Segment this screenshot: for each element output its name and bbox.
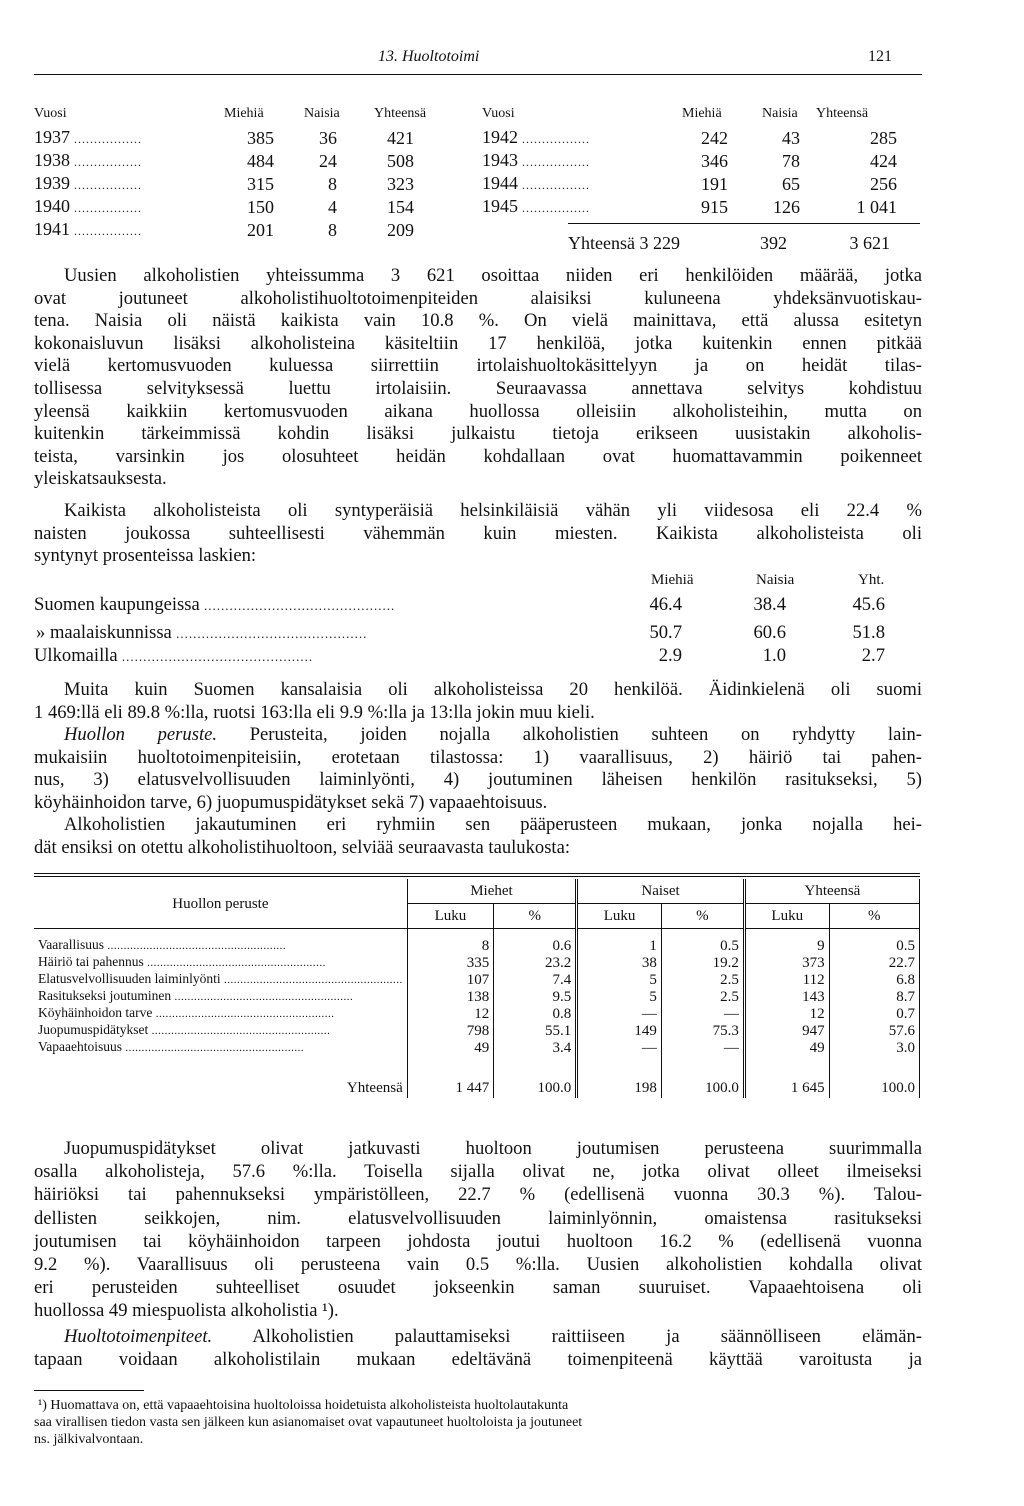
table-cell: 75.3 <box>661 1022 744 1039</box>
table-cell: 9.5 <box>494 988 577 1005</box>
origin-value: 38.4 <box>753 594 786 615</box>
year-cell: 1944 ................. <box>482 173 590 193</box>
table-cell: 1 <box>577 929 662 955</box>
group-header-women: Naiset <box>577 879 745 904</box>
leader-dots: ....................................................... <box>155 1008 335 1020</box>
table-cell: 9 <box>744 929 829 955</box>
para4-text: Perusteita, joiden nojalla alkoholistien suhteen on ryhdytty lain- <box>217 724 922 745</box>
leader-dots: ................. <box>518 201 590 215</box>
leader-dots: ....................................................... <box>174 991 354 1003</box>
text-line: Muita kuin Suomen kansalaisia oli alkoholisteissa 20 henkilöä. Äidinkielenä oli suomi <box>64 679 922 700</box>
table-cell: 0.5 <box>661 929 744 955</box>
years-total-women: 392 <box>760 233 787 253</box>
years-header-row <box>34 103 474 124</box>
text-line: teista, varsinkin jos olosuhteet heidän kohdallaan ovat huomattavammin poikenneet <box>34 445 922 467</box>
value-cell: 315 <box>247 174 274 194</box>
value-cell: 242 <box>701 128 728 148</box>
origin-value: 2.7 <box>861 645 885 666</box>
leader-dots: ....................................................... <box>147 957 326 969</box>
table-cell: 49 <box>744 1039 829 1056</box>
table-cell: 3.0 <box>829 1039 919 1056</box>
leader-dots: ................. <box>70 201 142 215</box>
page-number: 121 <box>868 48 892 65</box>
col-header: Vuosi <box>34 106 67 121</box>
col-header: Yhteensä <box>816 106 869 121</box>
value-cell: 201 <box>247 220 274 240</box>
table-cell: 0.6 <box>494 929 577 955</box>
total-row <box>34 1078 920 1098</box>
origin-value: 50.7 <box>649 622 682 643</box>
para7-line: tapaan voidaan alkoholistilain mukaan edeltävänä toimenpiteenä käyttää varoitusta ja <box>34 1349 922 1370</box>
origin-col-header-women: Naisia <box>756 572 795 588</box>
paragraph-3 <box>34 679 922 724</box>
value-cell: 209 <box>387 220 414 240</box>
table-cell: 12 <box>744 1005 829 1022</box>
text-line: Alkoholistien jakautuminen eri ryhmiin sen pääperusteen mukaan, jonka nojalla hei- <box>64 814 922 835</box>
leader-dots: ....................................................... <box>151 1025 331 1037</box>
sub-header: % <box>661 904 744 929</box>
table-row <box>34 988 920 1005</box>
value-cell: 4 <box>328 197 337 217</box>
table-cell: 143 <box>744 988 829 1005</box>
sub-header: % <box>494 904 577 929</box>
value-cell: 323 <box>387 174 414 194</box>
text-line: kuitenkin tärkeimmissä kohdin lisäksi julkaistu tietoja erikseen uusistakin alkoholis- <box>34 423 922 445</box>
text-line: 1 469:llä eli 89.8 %:lla, ruotsi 163:lla eli 9.9 %:lla ja 13:lla jokin muu kieli. <box>34 701 595 723</box>
years-table-left <box>34 103 474 124</box>
origin-label: Ulkomailla <box>34 645 118 666</box>
year-row <box>34 219 414 242</box>
row-label: Vaarallisuus ....................................................... <box>34 929 407 955</box>
year-cell: 1941 ................. <box>34 219 142 239</box>
text-line: vielä kertomusvuoden kuluessa siirrettiin irtolaishuoltokäsittelyyn ja on heidät tilas- <box>34 355 922 377</box>
leader-dots: ............................................. <box>199 598 396 613</box>
value-cell: 385 <box>247 128 274 148</box>
origin-col-header-total: Yht. <box>858 572 885 588</box>
col-header: Miehiä <box>682 106 722 121</box>
table-cell: 8 <box>407 929 493 955</box>
origin-row <box>34 622 914 644</box>
leader-dots: ....................................................... <box>223 974 403 986</box>
text-line: naisten joukossa suhteellisesti vähemmän kuin miesten. Kaikista alkoholisteista oli <box>34 522 922 544</box>
origin-label: » maalaiskunnissa <box>36 622 172 643</box>
group-header-men: Miehet <box>407 879 576 904</box>
table-top-rule-2 <box>34 876 920 877</box>
value-cell: 256 <box>870 174 897 194</box>
years-total-rule <box>568 223 920 224</box>
text-line: ovat joutuneet alkoholistihuoltotoimenpiteiden alaisiksi kuluneena yhdeksänvuotiskau- <box>34 287 922 309</box>
paragraph-4 <box>34 724 922 814</box>
leader-dots: ............................................. <box>117 649 314 664</box>
table-cell: 5 <box>577 988 662 1005</box>
table-top-rule <box>34 873 920 874</box>
leader-dots: ................. <box>518 178 590 192</box>
row-label: Elatusvelvollisuuden laiminlyönti ....................................................... <box>34 971 407 988</box>
year-row <box>482 173 897 196</box>
year-cell: 1942 ................. <box>482 127 590 147</box>
total-cell: 100.0 <box>829 1078 919 1098</box>
origin-row <box>34 645 914 667</box>
text-line: yleiskatsauksesta. <box>34 468 167 490</box>
table-cell: 335 <box>407 954 493 971</box>
para7-text: Alkoholistien palauttamiseksi raittiiseen ja säännölliseen elämän- <box>212 1326 922 1347</box>
paragraph-2 <box>34 500 922 568</box>
text-line: osalla alkoholisteja, 57.6 %:lla. Toisella sijalla olivat ne, jotka olivat olleet ilmeiseksi <box>34 1161 922 1183</box>
col-header: Yhteensä <box>374 106 427 121</box>
years-right-body <box>482 127 897 219</box>
years-total-all: 3 621 <box>849 233 890 253</box>
value-cell: 424 <box>870 151 897 171</box>
para4-line: köyhäinhoidon tarve, 6) juopumuspidätykset sekä 7) vapaaehtoisuus. <box>34 791 548 813</box>
text-line: joutumisen tai köyhäinhoidon tarpeen johdosta joutui huoltoon 16.2 % (edellisenä vuonna <box>34 1230 922 1252</box>
paragraph-1 <box>34 265 922 491</box>
para4-line: nus, 3) elatusvelvollisuuden laiminlyönti, 4) joutuminen läheisen henkilön rasitukseksi, 5) <box>34 769 922 791</box>
year-row <box>482 127 897 150</box>
table-cell: — <box>577 1005 662 1022</box>
text-line: dät ensiksi on otettu alkoholistihuoltoon, selviää seuraavasta taulukosta: <box>34 836 571 858</box>
para7-lead: Huoltotoimenpiteet. <box>64 1326 213 1347</box>
table-cell: 22.7 <box>829 954 919 971</box>
sub-header: Luku <box>744 904 829 929</box>
col-header: Vuosi <box>482 106 515 121</box>
value-cell: 8 <box>328 220 337 240</box>
value-cell: 285 <box>870 128 897 148</box>
origin-value: 51.8 <box>852 622 885 643</box>
text-line: dellisten seikkojen, nim. elatusvelvollisuuden laiminlyönnin, omaistensa rasitukseksi <box>34 1207 922 1229</box>
paragraph-5 <box>34 814 922 859</box>
leader-dots: ................. <box>518 155 590 169</box>
year-row <box>482 150 897 173</box>
table-cell: 0.7 <box>829 1005 919 1022</box>
value-cell: 508 <box>387 151 414 171</box>
para4-line <box>34 724 922 747</box>
table-cell: 107 <box>407 971 493 988</box>
table-cell: — <box>577 1039 662 1056</box>
text-line: häiriöksi tai pahennukseksi ympäristölleen, 22.7 % (edellisenä vuonna 30.3 %). Talou- <box>34 1184 922 1206</box>
table-cell: 373 <box>744 954 829 971</box>
leader-dots: ................. <box>70 178 142 192</box>
text-line: huollossa 49 miespuolista alkoholistia ¹). <box>34 1300 339 1322</box>
value-cell: 421 <box>387 128 414 148</box>
table-cell: 138 <box>407 988 493 1005</box>
leader-dots: ................. <box>70 132 142 146</box>
value-cell: 65 <box>782 174 800 194</box>
table-cell: 38 <box>577 954 662 971</box>
leader-dots: ....................................................... <box>125 1042 305 1054</box>
years-left-body <box>34 127 414 242</box>
origin-value: 45.6 <box>852 594 885 615</box>
header-rule <box>34 74 922 75</box>
row-header: Huollon peruste <box>34 879 407 929</box>
total-cell: 100.0 <box>494 1078 577 1098</box>
footnote <box>34 1397 924 1448</box>
text-line: tollisessa selvityksessä luettu irtolaisiin. Seuraavassa annettava selvitys kohdistuu <box>34 377 922 399</box>
years-total-label: Yhteensä 3 229 <box>568 233 680 253</box>
table-cell: 2.5 <box>661 971 744 988</box>
year-cell: 1939 ................. <box>34 173 142 193</box>
row-label: Häiriö tai pahennus ....................................................... <box>34 954 407 971</box>
origin-value: 2.9 <box>658 645 682 666</box>
value-cell: 346 <box>701 151 728 171</box>
origin-value: 60.6 <box>753 622 786 643</box>
row-label: Köyhäinhoidon tarve ....................................................... <box>34 1005 407 1022</box>
table-cell: 12 <box>407 1005 493 1022</box>
group-header-total: Yhteensä <box>744 879 919 904</box>
year-cell: 1945 ................. <box>482 196 590 216</box>
footnote-line: saa virallisen tiedon vasta sen jälkeen kun asianomaiset ovat vapautuneet huoltoloista ja joutuneet <box>34 1415 583 1430</box>
text-line: tena. Naisia oli näistä kaikista vain 10.8 %. On vielä mainittava, että alussa esitetyn <box>34 310 922 332</box>
sub-header: % <box>829 904 919 929</box>
table-row <box>34 1022 920 1039</box>
footnote-line: ns. jälkivalvontaan. <box>34 1432 144 1447</box>
leader-dots: ....................................................... <box>107 940 287 952</box>
table-cell: 5 <box>577 971 662 988</box>
footnote-line: ¹) Huomattava on, että vapaaehtoisina huoltoloissa hoidetuista alkoholisteista huoltolautakunta <box>38 1398 569 1413</box>
table-cell: 49 <box>407 1039 493 1056</box>
table-cell: 7.4 <box>494 971 577 988</box>
table-cell: 947 <box>744 1022 829 1039</box>
year-row <box>482 196 897 219</box>
value-cell: 43 <box>782 128 800 148</box>
table-cell: 2.5 <box>661 988 744 1005</box>
table-row <box>34 971 920 988</box>
origin-value: 46.4 <box>649 594 682 615</box>
origin-value: 1.0 <box>762 645 786 666</box>
spacer-row <box>34 1056 920 1078</box>
sub-header: Luku <box>577 904 662 929</box>
leader-dots: ................. <box>70 224 142 238</box>
origin-col-header-men: Miehiä <box>651 572 694 588</box>
text-line: 9.2 %). Vaarallisuus oli perusteena vain 0.5 %:lla. Uusien alkoholistien kohdalla olivat <box>34 1254 922 1276</box>
leader-dots: ................. <box>518 132 590 146</box>
table-cell: — <box>661 1039 744 1056</box>
year-row <box>34 150 414 173</box>
text-line: Juopumuspidätykset olivat jatkuvasti huoltoon joutumisen perusteena suurimmalla <box>64 1138 922 1159</box>
paragraph-6 <box>34 1137 922 1323</box>
origin-label: Suomen kaupungeissa <box>34 594 200 615</box>
value-cell: 154 <box>387 197 414 217</box>
total-cell: 100.0 <box>661 1078 744 1098</box>
paragraph-7 <box>34 1325 922 1371</box>
text-line: eri perusteiden suhteelliset osuudet jokseenkin saman suuruiset. Vapaaehtoisena oli <box>34 1277 922 1299</box>
year-row <box>34 127 414 150</box>
para7-line <box>34 1325 922 1348</box>
table-row <box>34 1005 920 1022</box>
para4-line: mukaisiin huoltotoimenpiteisiin, erotetaan tilastossa: 1) vaarallisuus, 2) häiriö tai pahen- <box>34 746 922 768</box>
text-line: yleensä kaikkiin kertomusvuoden aikana huollossa olleisiin alkoholisteihin, mutta on <box>34 400 922 422</box>
text-line: Kaikista alkoholisteista oli syntyperäisiä helsinkiläisiä vähän yli viidesosa eli 22.4 % <box>64 500 922 521</box>
footnote-rule <box>34 1390 144 1391</box>
value-cell: 78 <box>782 151 800 171</box>
table-cell: 6.8 <box>829 971 919 988</box>
total-cell: 198 <box>577 1078 662 1098</box>
col-header: Naisia <box>304 106 340 121</box>
table-cell: 112 <box>744 971 829 988</box>
value-cell: 36 <box>319 128 337 148</box>
table-row <box>34 929 920 955</box>
year-row <box>34 196 414 219</box>
sub-header: Luku <box>407 904 493 929</box>
table-cell: 149 <box>577 1022 662 1039</box>
text-line: syntynyt prosenteissa laskien: <box>34 545 257 567</box>
year-cell: 1937 ................. <box>34 127 142 147</box>
total-cell: 1 447 <box>407 1078 493 1098</box>
total-cell: 1 645 <box>744 1078 829 1098</box>
table-row <box>34 954 920 971</box>
table-cell: 798 <box>407 1022 493 1039</box>
table-cell: 55.1 <box>494 1022 577 1039</box>
table-cell: 23.2 <box>494 954 577 971</box>
table-cell: 0.5 <box>829 929 919 955</box>
year-row <box>34 173 414 196</box>
value-cell: 126 <box>773 197 800 217</box>
col-header: Naisia <box>762 106 798 121</box>
table-cell: — <box>661 1005 744 1022</box>
para4-lead: Huollon peruste. <box>64 724 218 745</box>
leader-dots: ............................................. <box>171 626 368 641</box>
value-cell: 1 041 <box>856 197 897 217</box>
value-cell: 484 <box>247 151 274 171</box>
text-line: kokonaisluvun lisäksi alkoholisteina käsiteltiin 17 henkilöä, jotka kuitenkin ennen pitkää <box>34 332 922 354</box>
origin-row <box>34 594 914 616</box>
years-table-right <box>482 103 896 124</box>
leader-dots: ................. <box>70 155 142 169</box>
year-cell: 1940 ................. <box>34 196 142 216</box>
table-cell: 3.4 <box>494 1039 577 1056</box>
row-label: Vapaaehtoisuus ....................................................... <box>34 1039 407 1056</box>
year-cell: 1943 ................. <box>482 150 590 170</box>
table-cell: 57.6 <box>829 1022 919 1039</box>
table-cell: 0.8 <box>494 1005 577 1022</box>
value-cell: 24 <box>319 151 337 171</box>
table-cell: 19.2 <box>661 954 744 971</box>
total-label: Yhteensä <box>34 1078 407 1098</box>
text-line: Uusien alkoholistien yhteissumma 3 621 osoittaa niiden eri henkilöiden määrää, jotka <box>64 265 922 286</box>
row-label: Juopumuspidätykset ....................................................... <box>34 1022 407 1039</box>
value-cell: 191 <box>701 174 728 194</box>
table-cell: 8.7 <box>829 988 919 1005</box>
col-header: Miehiä <box>224 106 264 121</box>
value-cell: 150 <box>247 197 274 217</box>
running-header: 13. Huoltotoimi <box>378 48 480 65</box>
year-cell: 1938 ................. <box>34 150 142 170</box>
value-cell: 8 <box>328 174 337 194</box>
row-label: Rasitukseksi joutuminen ....................................................... <box>34 988 407 1005</box>
value-cell: 915 <box>701 197 728 217</box>
table-row <box>34 1039 920 1056</box>
